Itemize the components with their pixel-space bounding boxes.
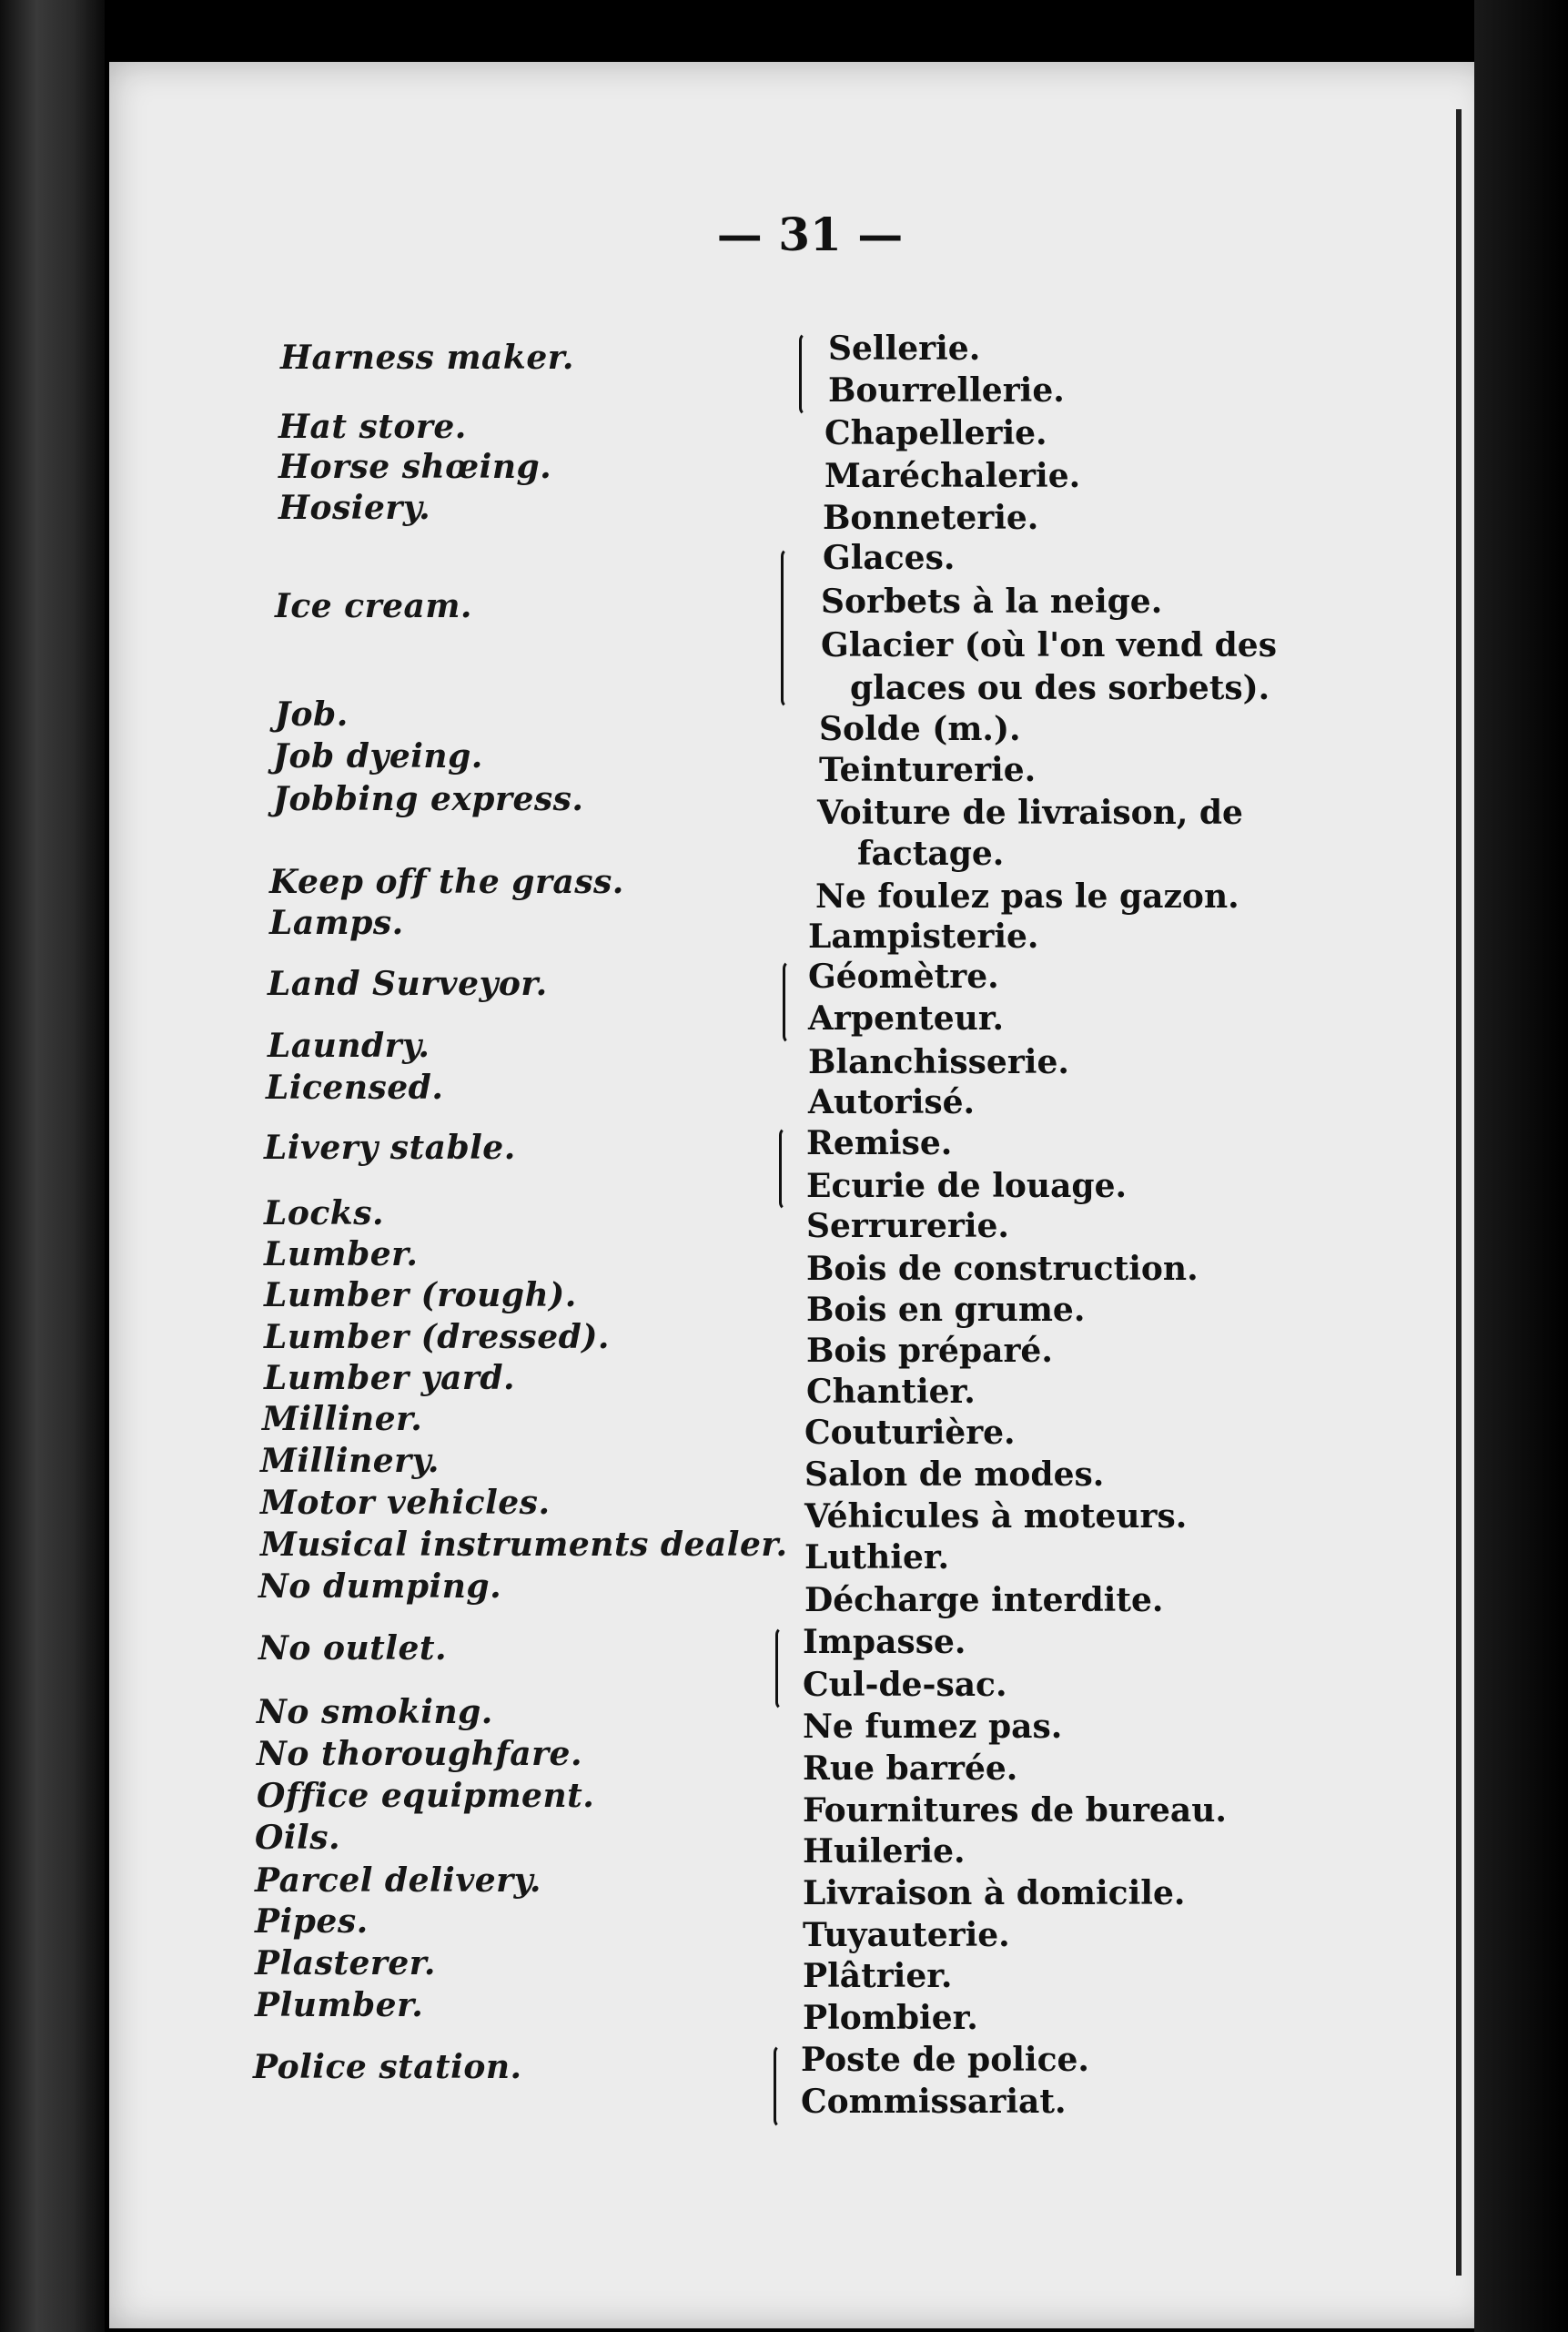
- entry-term: Plasterer.: [255, 1944, 436, 1982]
- entry-translation: Décharge interdite.: [804, 1581, 1164, 1619]
- entry-term: Job.: [275, 695, 349, 734]
- entry-translation: Luthier.: [804, 1538, 950, 1577]
- entry-term: Job dyeing.: [273, 737, 483, 776]
- entry-translation: Blanchisserie.: [808, 1043, 1069, 1081]
- entry-translation: Bois en grume.: [806, 1291, 1086, 1329]
- entry-translation: Plombier.: [803, 1999, 978, 2037]
- entry-term: Locks.: [264, 1194, 384, 1232]
- entry-term: Lumber (dressed).: [264, 1318, 610, 1356]
- brace: [799, 332, 807, 416]
- entry-translation: Ecurie de louage.: [806, 1167, 1128, 1205]
- entry-translation: Salon de modes.: [804, 1455, 1105, 1494]
- entry-translation: Maréchalerie.: [824, 457, 1081, 495]
- entry-translation: Fournitures de bureau.: [803, 1791, 1227, 1830]
- entry-term: Millinery.: [260, 1442, 440, 1480]
- entry-translation: Bois préparé.: [806, 1332, 1053, 1370]
- entry-term: Jobbing express.: [273, 780, 584, 818]
- brace: [781, 548, 789, 708]
- entry-translation: Sorbets à la neige.: [821, 583, 1163, 621]
- entry-translation: Bourrellerie.: [828, 371, 1065, 410]
- entry-translation: Solde (m.).: [819, 710, 1021, 748]
- entry-term: Land Surveyor.: [268, 965, 548, 1003]
- entry-term: Parcel delivery.: [255, 1861, 541, 1900]
- page-edge-rule: [1456, 109, 1462, 2276]
- entry-term: No outlet.: [258, 1629, 448, 1668]
- entry-term: Pipes.: [255, 1902, 369, 1941]
- page-number: — 31 —: [716, 208, 904, 261]
- entry-translation: factage.: [857, 835, 1005, 873]
- brace: [775, 1627, 784, 1710]
- entry-translation: Commissariat.: [801, 2083, 1067, 2121]
- entry-translation: Géomètre.: [808, 958, 999, 996]
- entry-translation: Couturière.: [804, 1414, 1016, 1452]
- brace: [774, 2044, 782, 2128]
- entry-term: Ice cream.: [275, 587, 472, 625]
- entry-translation: Impasse.: [803, 1623, 966, 1661]
- entry-translation: Ne fumez pas.: [803, 1708, 1063, 1746]
- entry-translation: Chapellerie.: [824, 414, 1047, 452]
- entry-term: Motor vehicles.: [260, 1484, 551, 1522]
- entry-translation: Chantier.: [806, 1373, 976, 1411]
- entry-translation: Ne foulez pas le gazon.: [815, 877, 1239, 916]
- entry-term: Police station.: [253, 2048, 522, 2086]
- entry-translation: Lampisterie.: [808, 918, 1039, 956]
- entry-translation: Bois de construction.: [806, 1250, 1199, 1288]
- entry-translation: Remise.: [806, 1124, 953, 1162]
- entry-term: Milliner.: [262, 1400, 423, 1438]
- entry-term: Musical instruments dealer.: [260, 1526, 788, 1564]
- entry-translation: Glaces.: [823, 539, 956, 577]
- entry-term: Hat store.: [278, 408, 467, 446]
- entry-term: No thoroughfare.: [257, 1735, 582, 1773]
- entry-term: Livery stable.: [264, 1129, 516, 1167]
- entry-term: Harness maker.: [280, 339, 574, 377]
- entry-term: Lamps.: [269, 904, 404, 942]
- entry-term: Lumber yard.: [264, 1359, 516, 1397]
- entry-translation: Cul-de-sac.: [803, 1666, 1007, 1704]
- entry-term: No dumping.: [258, 1567, 502, 1606]
- entry-translation: Serrurerie.: [806, 1207, 1009, 1245]
- entry-translation: Rue barrée.: [803, 1749, 1018, 1788]
- entry-translation: Huilerie.: [803, 1832, 966, 1871]
- entry-term: Oils.: [255, 1819, 341, 1857]
- entry-translation: Véhicules à moteurs.: [804, 1497, 1188, 1536]
- entry-translation: Glacier (où l'on vend des: [821, 626, 1277, 664]
- entry-term: No smoking.: [257, 1693, 493, 1731]
- entry-term: Keep off the grass.: [269, 863, 624, 901]
- brace: [779, 1127, 787, 1211]
- entry-translation: Bonneterie.: [823, 499, 1039, 537]
- entry-term: Hosiery.: [278, 489, 431, 527]
- entry-translation: Poste de police.: [801, 2041, 1089, 2079]
- entry-term: Horse shœing.: [278, 448, 552, 486]
- entry-translation: Autorisé.: [808, 1083, 976, 1121]
- entry-translation: Sellerie.: [828, 330, 981, 368]
- entry-term: Licensed.: [266, 1069, 444, 1107]
- entry-term: Lumber (rough).: [264, 1276, 577, 1314]
- entry-term: Plumber.: [255, 1986, 424, 2024]
- entry-translation: Teinturerie.: [819, 751, 1037, 789]
- entry-translation: Plâtrier.: [803, 1957, 953, 1995]
- entry-translation: Livraison à domicile.: [803, 1874, 1186, 1912]
- brace: [783, 960, 791, 1044]
- scan-right-margin: [1474, 0, 1568, 2332]
- scan-left-margin: [0, 0, 105, 2332]
- entry-translation: Voiture de livraison, de: [817, 794, 1243, 832]
- entry-translation: Arpenteur.: [808, 999, 1005, 1038]
- entry-term: Office equipment.: [257, 1777, 595, 1815]
- entry-translation: Tuyauterie.: [803, 1916, 1010, 1954]
- entry-term: Laundry.: [268, 1027, 430, 1065]
- entry-term: Lumber.: [264, 1235, 419, 1273]
- entry-translation: glaces ou des sorbets).: [850, 669, 1270, 707]
